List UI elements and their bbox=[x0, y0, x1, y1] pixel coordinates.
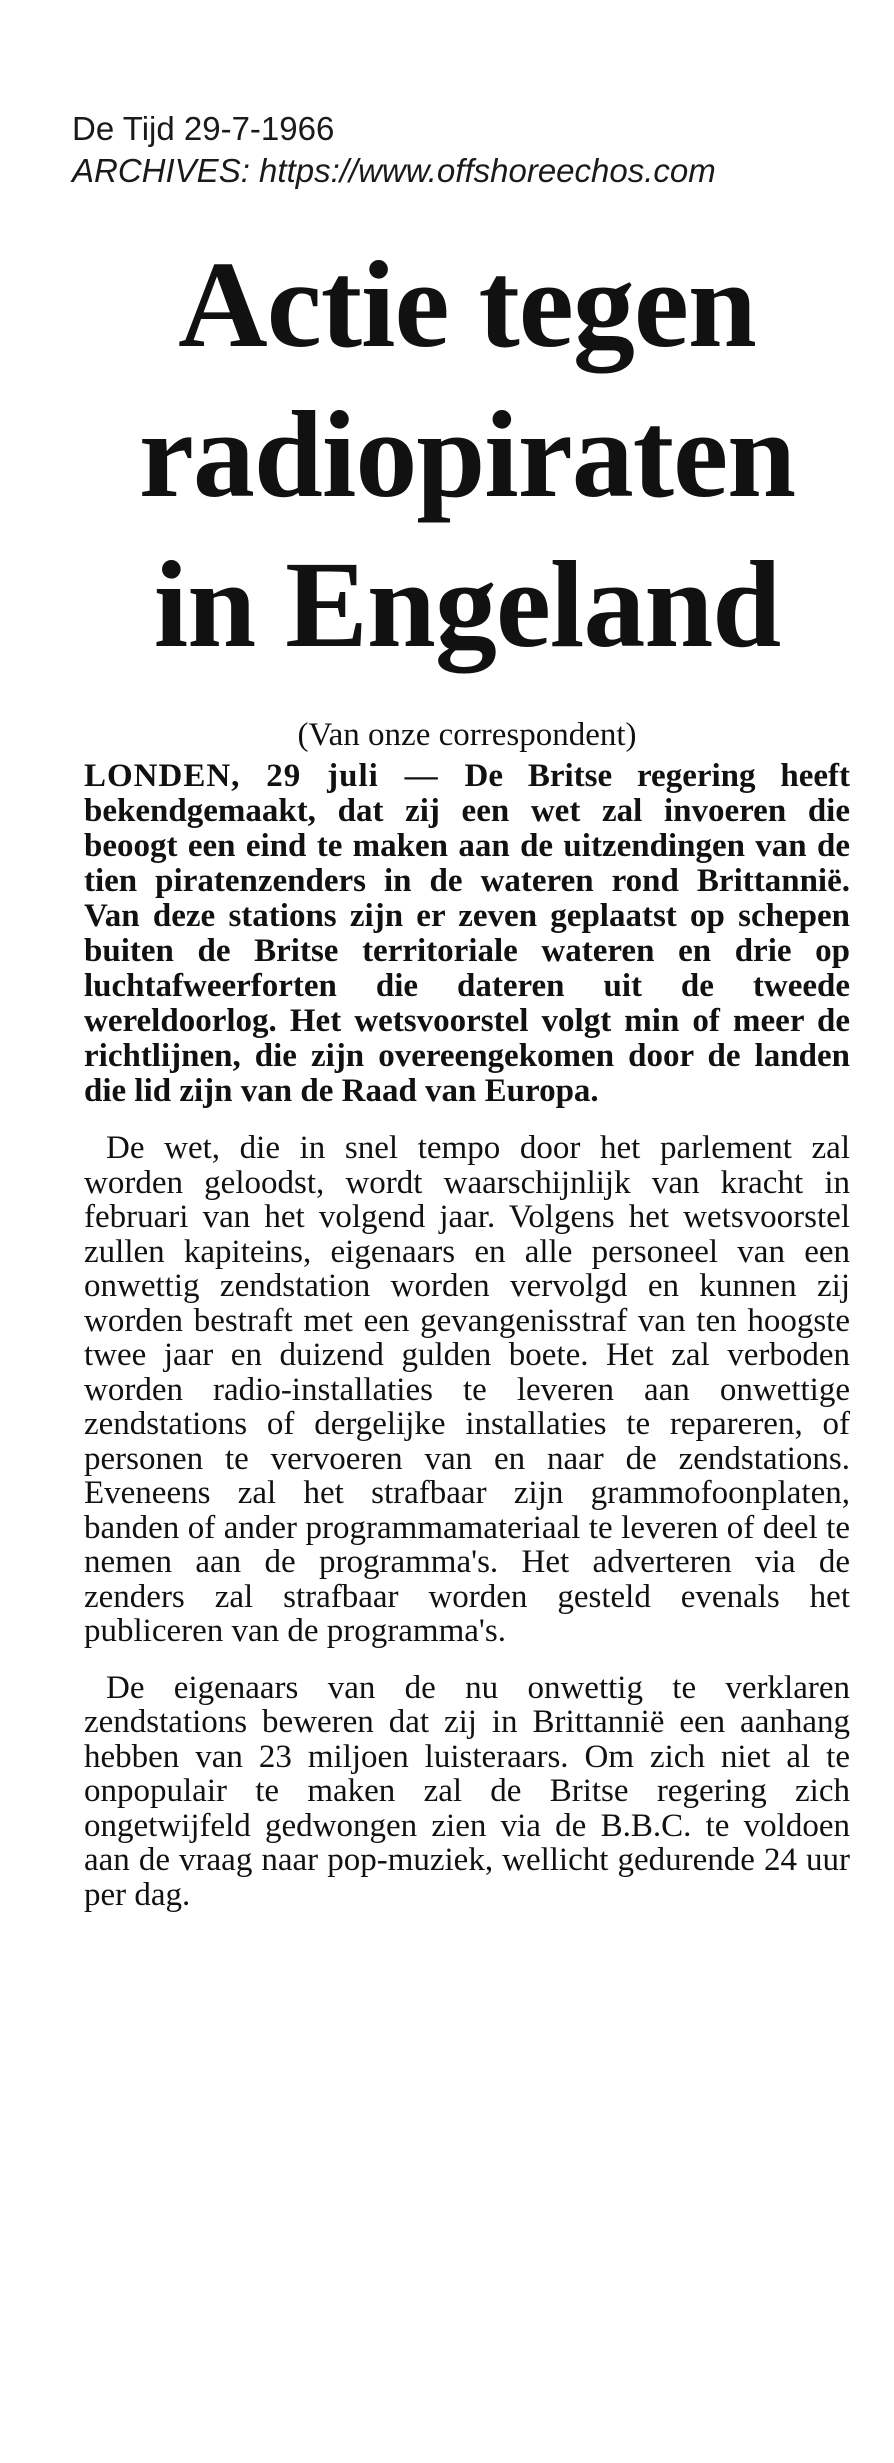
article-byline: (Van onze correspondent) bbox=[297, 717, 637, 753]
lead-text: De Britse regering heeft bekendgemaakt, dat zij een wet zal invoeren die beoogt een eind te maken aan de uitzendingen van de tien piratenzenders in de wateren rond Brittannië. Van deze stations zijn er zeven geplaatst op schepen buiten de Britse territoriale wateren en drie op luchtafweerforten die dateren uit de tweede wereldoorlog. Het wetsvoorstel volgt min of meer de richtlijnen, die zijn overeengekomen door de landen die lid zijn van de Raad van Europa. bbox=[84, 758, 850, 1109]
article-lead-paragraph bbox=[84, 759, 850, 1109]
article-paragraph-2: De eigenaars van de nu onwettig te verklaren zendstations beweren dat zij in Brittannië een aanhang hebben van 23 miljoen luisteraars. Om zich niet al te onpopulair te maken zal de Britse regering zich ongetwijfeld gedwongen zien via de B.B.C. te voldoen aan de vraag naar pop-muziek, wellicht gedurende 24 uur per dag. bbox=[84, 1669, 850, 1913]
newspaper-article bbox=[84, 230, 850, 1934]
article-dateline: LONDEN, 29 juli — bbox=[84, 758, 465, 794]
archives-link-text: ARCHIVES: https://www.offshoreechos.com bbox=[72, 152, 716, 189]
source-caption bbox=[72, 108, 716, 192]
source-date: De Tijd 29-7-1966 bbox=[72, 110, 335, 147]
headline-line-3: in Engeland bbox=[153, 536, 781, 673]
article-headline bbox=[84, 230, 850, 680]
article-paragraph-1: De wet, die in snel tempo door het parlement zal worden geloodst, wordt waarschijnlijk van kracht in februari van het volgend jaar. Volgens het wetsvoorstel zullen kapiteins, eigenaars en alle personeel van een onwettig zendstation worden vervolgd en kunnen zij worden bestraft met een gevangenisstraf van ten hoogste twee jaar en duizend gulden boete. Het zal verboden worden radio-installaties te leveren aan onwettige zendstations of dergelijke installaties te repareren, of personen te vervoeren van en naar de zendstations. Eveneens zal het strafbaar zijn grammofoonplaten, banden of ander programmamateriaal te leveren of deel te nemen aan de programma's. Het adverteren via de zenders zal strafbaar worden gesteld evenals het publiceren van de programma's. bbox=[84, 1130, 850, 1649]
headline-line-1: Actie tegen bbox=[178, 236, 756, 373]
headline-line-2: radiopiraten bbox=[138, 386, 796, 523]
